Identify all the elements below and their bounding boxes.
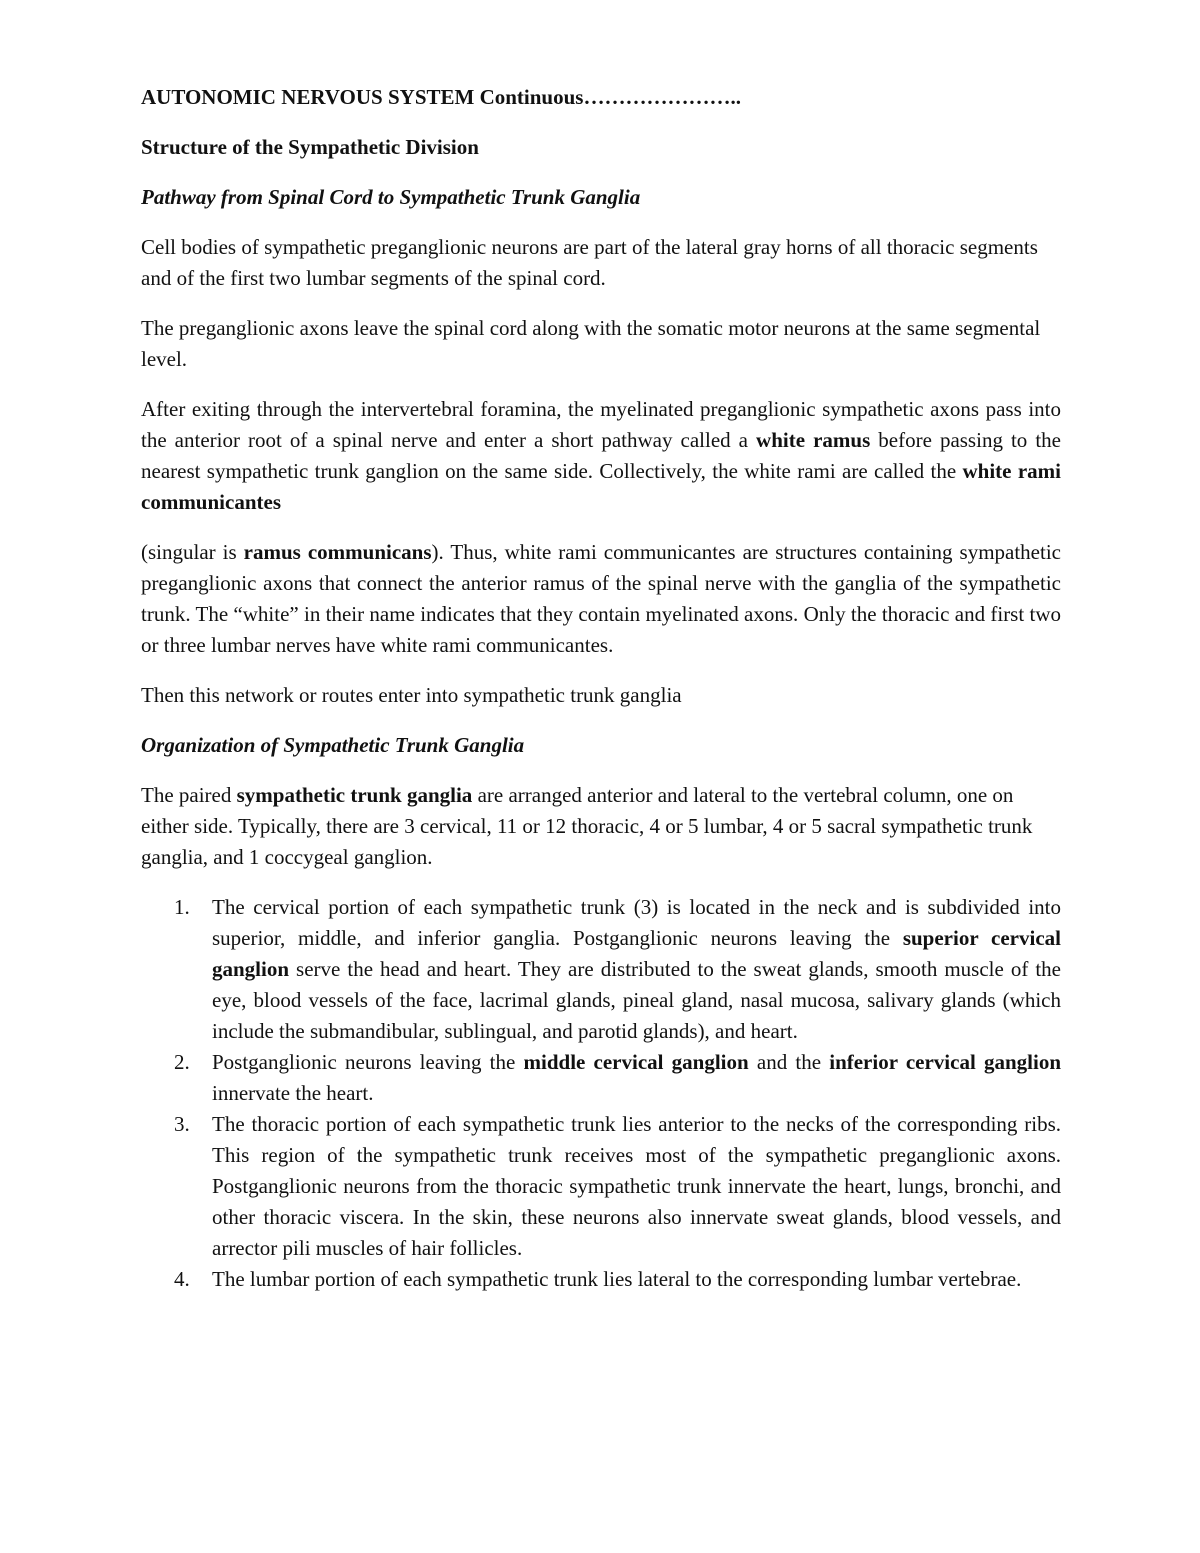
section1-paragraph-3 xyxy=(141,394,1061,518)
text-run: before passing to the nearest sympathetic trunk ganglion on the same side. Collectively, the white rami are called the xyxy=(141,428,1061,483)
term-superior-cervical-ganglion: superior cervical ganglion xyxy=(212,926,1061,981)
section1-heading: Pathway from Spinal Cord to Sympathetic Trunk Ganglia xyxy=(141,185,641,209)
term-white-ramus: white ramus xyxy=(756,428,871,452)
section1-paragraph-2: The preganglionic axons leave the spinal cord along with the somatic motor neurons at the same segmental level. xyxy=(141,316,1041,371)
section2-heading: Organization of Sympathetic Trunk Ganglia xyxy=(141,733,525,757)
list-number: 4. xyxy=(174,1267,190,1291)
term-sympathetic-trunk-ganglia: sympathetic trunk ganglia xyxy=(236,783,473,807)
ganglia-list xyxy=(141,892,1061,1295)
text-run: After exiting through the intervertebral foramina, the myelinated preganglionic sympathetic axons pass into the anterior root of a spinal nerve and enter a short pathway called a xyxy=(141,397,1061,452)
text-run: are arranged anterior and lateral to the vertebral column, one on either side. Typically, there are 3 cervical, 11 or 12 thoracic, 4 or 5 lumbar, 4 or 5 sacral sympathetic trunk ganglia, and 1 coccygeal ganglion. xyxy=(141,783,1033,869)
list-item xyxy=(141,1047,1061,1109)
text-run: The lumbar portion of each sympathetic trunk lies lateral to the corresponding lumbar vertebrae. xyxy=(212,1267,1022,1291)
document-page xyxy=(141,82,1061,1295)
text-run: serve the head and heart. They are distributed to the sweat glands, smooth muscle of the eye, blood vessels of the face, lacrimal glands, pineal gland, nasal mucosa, salivary glands (which include the submandibular, sublingual, and parotid glands), and heart. xyxy=(212,957,1061,1043)
list-number: 1. xyxy=(174,895,190,919)
section-subtitle: Structure of the Sympathetic Division xyxy=(141,135,479,159)
document-title: AUTONOMIC NERVOUS SYSTEM Continuous………………….. xyxy=(141,85,741,109)
list-item xyxy=(141,1264,1061,1295)
text-run: The cervical portion of each sympathetic trunk (3) is located in the neck and is subdivided into superior, middle, and inferior ganglia. Postganglionic neurons leaving the xyxy=(212,895,1061,950)
text-run: Postganglionic neurons leaving the xyxy=(212,1050,524,1074)
list-item xyxy=(141,1109,1061,1264)
section1-paragraph-1: Cell bodies of sympathetic preganglionic neurons are part of the lateral gray horns of all thoracic segments and of the first two lumbar segments of the spinal cord. xyxy=(141,235,1038,290)
section1-paragraph-4 xyxy=(141,537,1061,661)
text-run: and the xyxy=(748,1050,830,1074)
text-run: (singular is xyxy=(141,540,244,564)
text-run: innervate the heart. xyxy=(212,1081,374,1105)
list-number: 2. xyxy=(174,1050,190,1074)
term-ramus-communicans: ramus communicans xyxy=(243,540,432,564)
text-run: The thoracic portion of each sympathetic trunk lies anterior to the necks of the corresponding ribs. This region of the sympathetic trunk receives most of the sympathetic preganglionic axons. Postganglionic neurons from the thoracic sympathetic trunk innervate the heart, lungs, bronchi, and other thoracic viscera. In the skin, these neurons also innervate sweat glands, blood vessels, and arrector pili muscles of hair follicles. xyxy=(212,1112,1061,1260)
list-number: 3. xyxy=(174,1112,190,1136)
text-run: ). Thus, white rami communicantes are structures containing sympathetic preganglionic axons that connect the anterior ramus of the spinal nerve with the ganglia of the sympathetic trunk. The “white” in their name indicates that they contain myelinated axons. Only the thoracic and first two or three lumbar nerves have white rami communicantes. xyxy=(141,540,1061,657)
section1-paragraph-5: Then this network or routes enter into sympathetic trunk ganglia xyxy=(141,683,682,707)
list-item xyxy=(141,892,1061,1047)
term-inferior-cervical-ganglion: inferior cervical ganglion xyxy=(829,1050,1061,1074)
section2-paragraph-1 xyxy=(141,780,1061,873)
text-run: The paired xyxy=(141,783,237,807)
term-white-rami-communicantes: white rami communicantes xyxy=(141,459,1061,514)
term-middle-cervical-ganglion: middle cervical ganglion xyxy=(523,1050,749,1074)
